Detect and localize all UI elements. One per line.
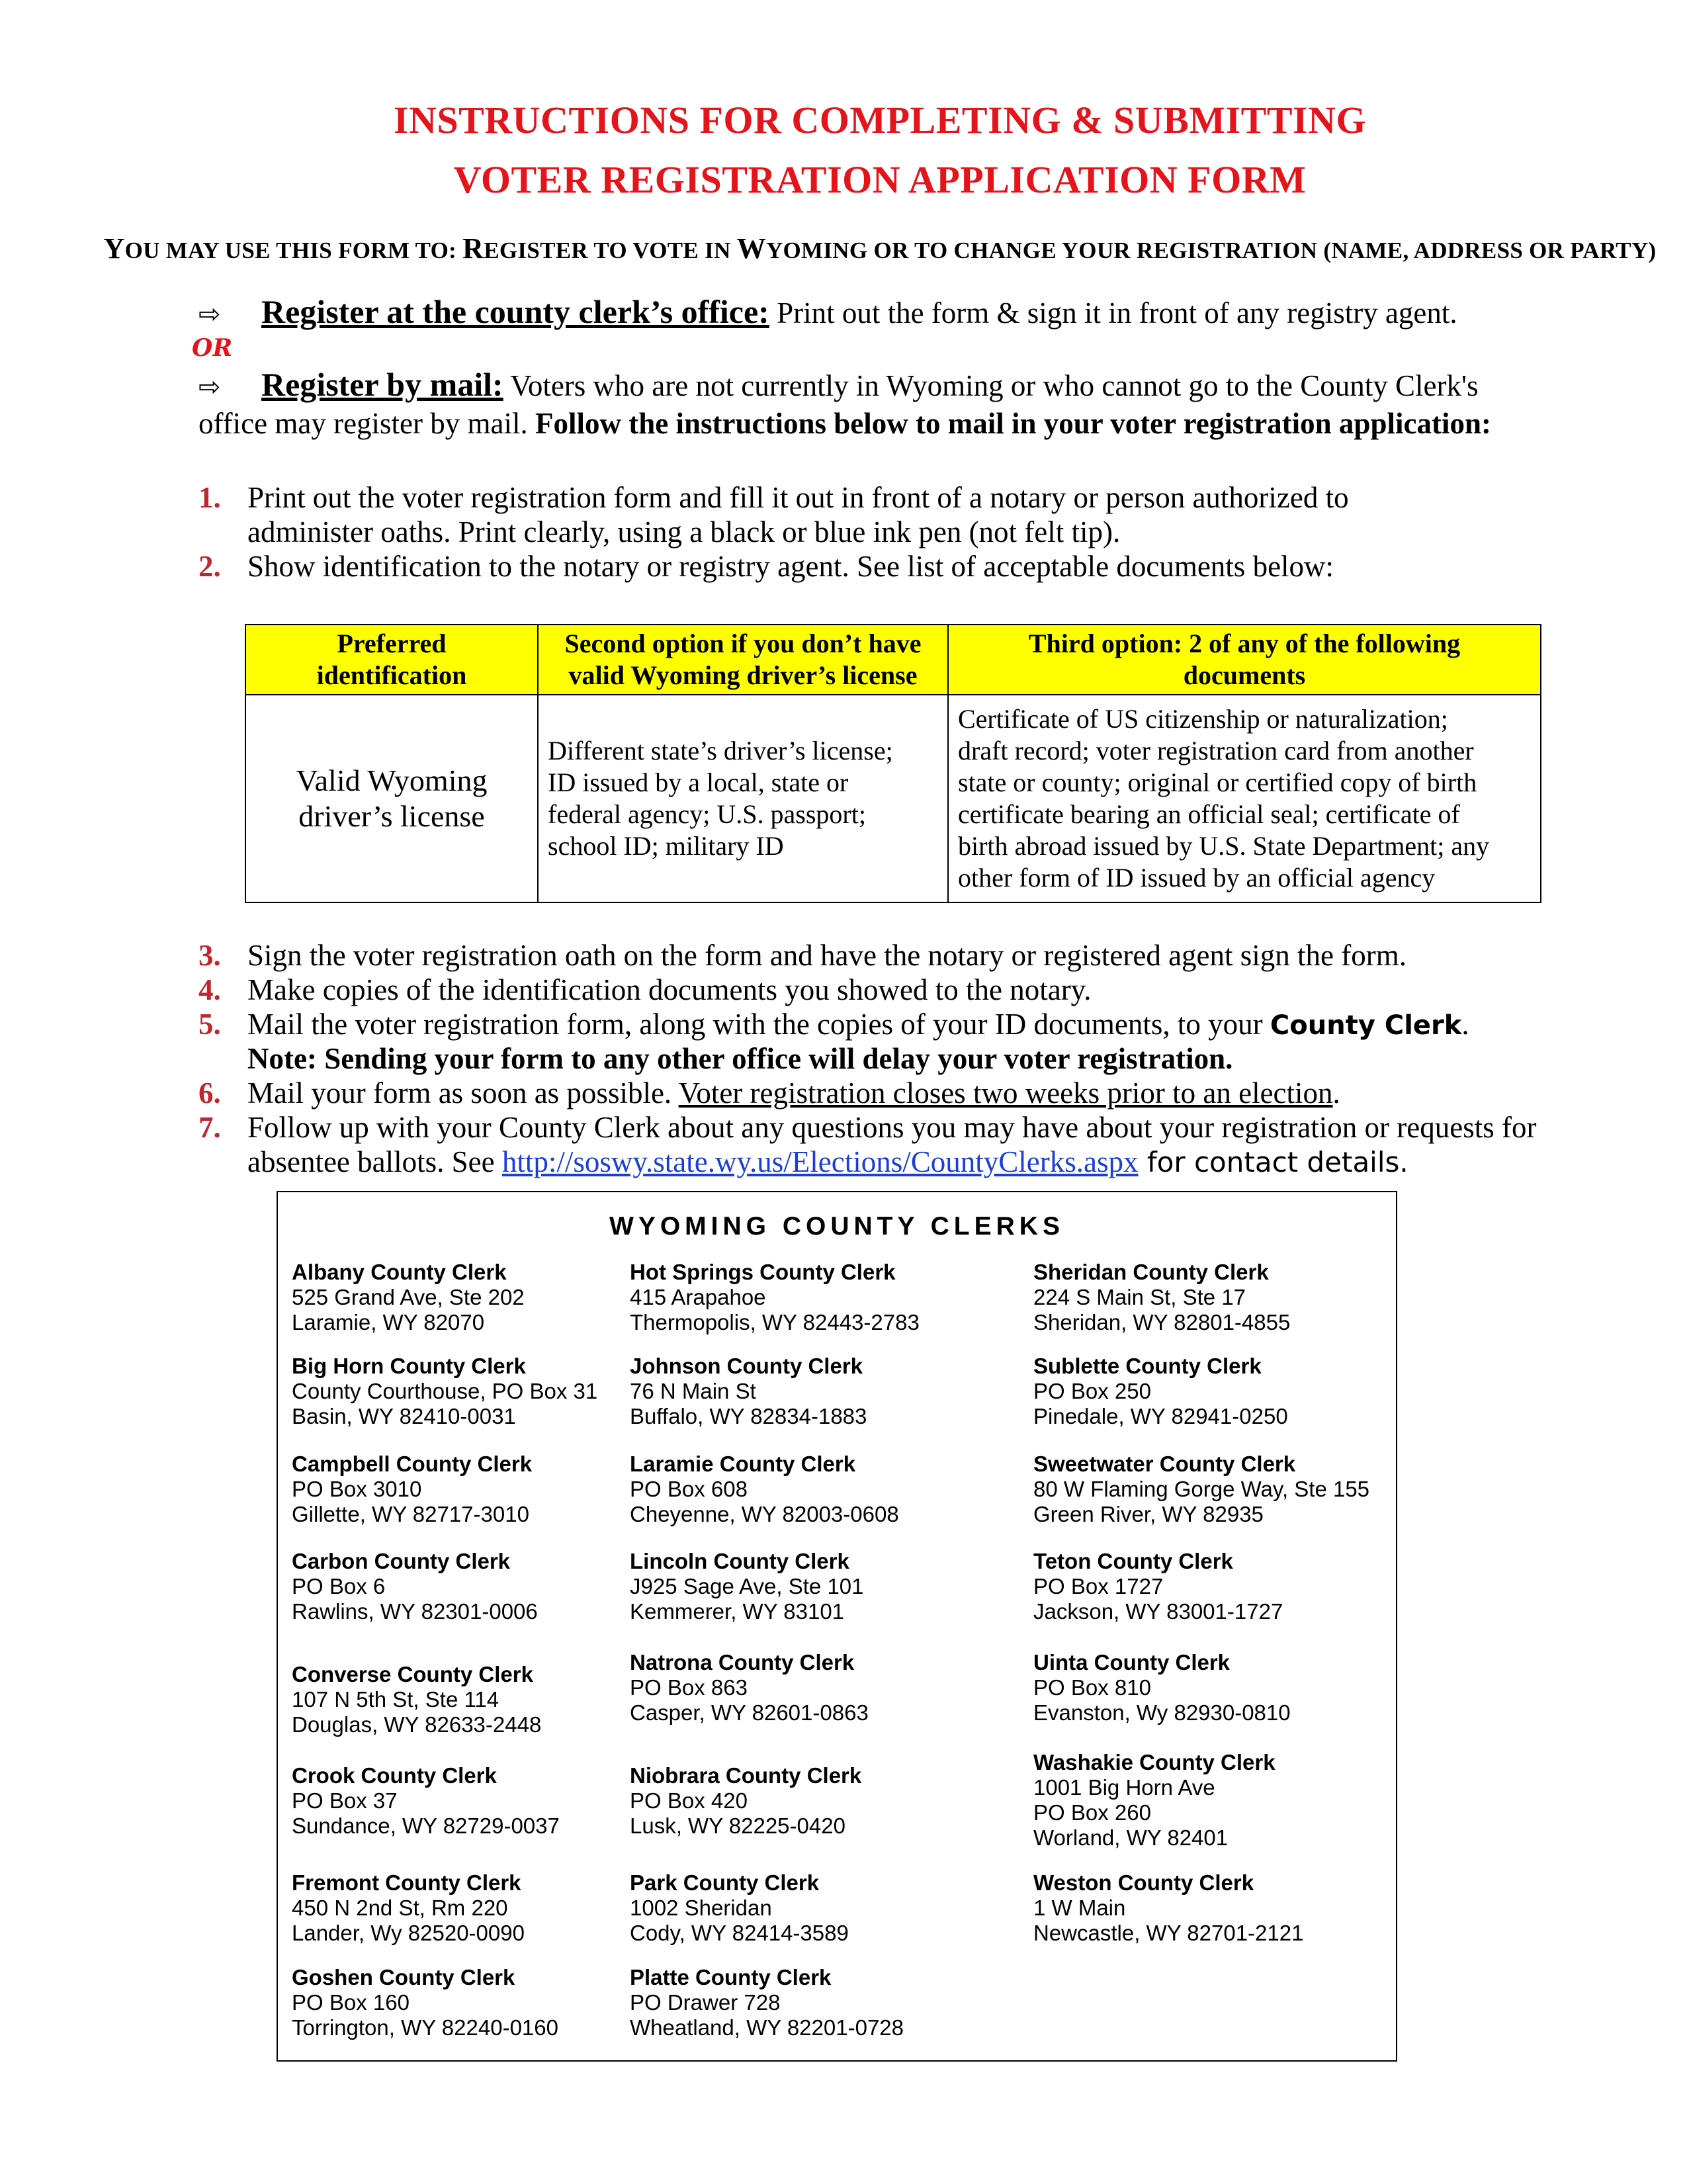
arrow-right-icon: ⇨ — [198, 299, 221, 329]
clerk-entry-platte: Platte County Clerk PO Drawer 728 Wheatland, WY 82201-0728 — [630, 1965, 904, 2040]
header-third-option: Third option: 2 of any of the following documents — [948, 625, 1541, 695]
option-mail-continued: office may register by mail. Follow the instructions below to mail in your voter registration application: — [198, 407, 1491, 440]
clerk-entry-goshen: Goshen County Clerk PO Box 160 Torrington, WY 82240-0160 — [292, 1965, 558, 2040]
or-label: OR — [192, 334, 233, 362]
deadline-notice: Voter registration closes two weeks prior to an election — [678, 1076, 1333, 1110]
step-4: 4. Make copies of the identification documents you showed to the notary. — [198, 973, 1092, 1006]
step-5: 5. Mail the voter registration form, along with the copies of your ID documents, to your County Clerk. — [198, 1008, 1469, 1041]
step-1-continued: administer oaths. Print clearly, using a black or blue ink pen (not felt tip). — [247, 515, 1121, 548]
county-clerk-emphasis: County Clerk — [1270, 1010, 1462, 1041]
clerk-entry-fremont: Fremont County Clerk 450 N 2nd St, Rm 220 Lander, Wy 82520-0090 — [292, 1870, 525, 1945]
table-row — [245, 695, 1541, 902]
clerk-entry-hot-springs: Hot Springs County Clerk 415 Arapahoe Thermopolis, WY 82443-2783 — [630, 1260, 920, 1334]
option-county-office: ⇨ Register at the county clerk’s office: Print out the form & sign it in front of any registry agent. — [198, 293, 1457, 330]
clerk-entry-sublette: Sublette County Clerk PO Box 250 Pinedale, WY 82941-0250 — [1033, 1354, 1288, 1428]
table-header-row — [245, 625, 1541, 695]
step-5-note: Note: Sending your form to any other office will delay your voter registration. — [247, 1042, 1233, 1075]
mail-lead: Register by mail: — [261, 366, 503, 403]
mail-instructions-heading: Follow the instructions below to mail in your voter registration application: — [535, 407, 1491, 440]
step-1: 1. Print out the voter registration form and fill it out in front of a notary or person authorized to — [198, 481, 1349, 514]
clerk-entry-natrona: Natrona County Clerk PO Box 863 Casper, WY 82601-0863 — [630, 1650, 869, 1725]
clerk-entry-campbell: Campbell County Clerk PO Box 3010 Gillette, WY 82717-3010 — [292, 1452, 533, 1526]
cell-preferred: Valid Wyoming driver’s license — [245, 695, 538, 902]
clerk-entry-lincoln: Lincoln County Clerk J925 Sage Ave, Ste 101 Kemmerer, WY 83101 — [630, 1549, 864, 1624]
clerk-entry-albany: Albany County Clerk 525 Grand Ave, Ste 202 Laramie, WY 82070 — [292, 1260, 525, 1334]
clerk-entry-crook: Crook County Clerk PO Box 37 Sundance, WY 82729-0037 — [292, 1763, 560, 1838]
clerk-entry-park: Park County Clerk 1002 Sheridan Cody, WY 82414-3589 — [630, 1870, 849, 1945]
clerk-entry-sweetwater: Sweetwater County Clerk 80 W Flaming Gorge Way, Ste 155 Green River, WY 82935 — [1033, 1452, 1370, 1526]
header-second-option: Second option if you don’t have valid Wyoming driver’s license — [538, 625, 948, 695]
header-preferred: Preferred identification — [245, 625, 538, 695]
clerk-entry-uinta: Uinta County Clerk PO Box 810 Evanston, Wy 82930-0810 — [1033, 1650, 1291, 1725]
cell-second-option: Different state’s driver’s license; ID issued by a local, state or federal agency; U.S. passport; school ID; military ID — [538, 695, 948, 902]
title-line-2: VOTER REGISTRATION APPLICATION FORM — [453, 158, 1307, 201]
clerk-entry-weston: Weston County Clerk 1 W Main Newcastle, WY 82701-2121 — [1033, 1870, 1304, 1945]
form-purpose-subtitle: YOU MAY USE THIS FORM TO: REGISTER TO VOTE IN WYOMING OR TO CHANGE YOUR REGISTRATION (NAME, ADDRESS OR PARTY) — [103, 232, 1657, 265]
step-7: 7. Follow up with your County Clerk about any questions you may have about your registration or requests for — [198, 1111, 1537, 1144]
clerk-entry-big-horn: Big Horn County Clerk County Courthouse, PO Box 31 Basin, WY 82410-0031 — [292, 1354, 598, 1428]
step-3: 3. Sign the voter registration oath on the form and have the notary or registered agent sign the form. — [198, 939, 1406, 972]
clerk-entry-laramie: Laramie County Clerk PO Box 608 Cheyenne, WY 82003-0608 — [630, 1452, 899, 1526]
clerk-entry-carbon: Carbon County Clerk PO Box 6 Rawlins, WY 82301-0006 — [292, 1549, 538, 1624]
clerk-entry-johnson: Johnson County Clerk 76 N Main St Buffalo, WY 82834-1883 — [630, 1354, 867, 1428]
county-clerks-heading: WYOMING COUNTY CLERKS — [609, 1212, 1064, 1241]
clerk-entry-converse: Converse County Clerk 107 N 5th St, Ste 114 Douglas, WY 82633-2448 — [292, 1662, 542, 1737]
clerk-entry-niobrara: Niobrara County Clerk PO Box 420 Lusk, WY 82225-0420 — [630, 1763, 862, 1838]
clerk-entry-teton: Teton County Clerk PO Box 1727 Jackson, WY 83001-1727 — [1033, 1549, 1283, 1624]
step-7-continued: absentee ballots. See http://soswy.state.wy.us/Elections/CountyClerks.aspx for contact details. — [247, 1145, 1408, 1178]
title-line-1: INSTRUCTIONS FOR COMPLETING & SUBMITTING — [393, 99, 1367, 142]
option-mail: ⇨ Register by mail: Voters who are not currently in Wyoming or who cannot go to the County Clerk's — [198, 366, 1479, 403]
arrow-right-icon: ⇨ — [198, 372, 221, 402]
step-6: 6. Mail your form as soon as possible. Voter registration closes two weeks prior to an election. — [198, 1076, 1340, 1110]
clerk-entry-washakie: Washakie County Clerk 1001 Big Horn Ave PO Box 260 Worland, WY 82401 — [1033, 1750, 1276, 1850]
county-clerks-link[interactable]: http://soswy.state.wy.us/Elections/CountyClerks.aspx — [501, 1145, 1139, 1178]
step-2: 2. Show identification to the notary or registry agent. See list of acceptable documents below: — [198, 550, 1334, 583]
id-requirements-table — [245, 624, 1541, 903]
cell-third-option: Certificate of US citizenship or naturalization; draft record; voter registration card from another state or county; original or certified copy of birth certificate bearing an official seal; certificate of birth abroad issued by U.S. State Department; any other form of ID issued by an official agency — [948, 695, 1541, 902]
clerk-entry-sheridan: Sheridan County Clerk 224 S Main St, Ste 17 Sheridan, WY 82801-4855 — [1033, 1260, 1291, 1334]
county-office-lead: Register at the county clerk’s office: — [261, 293, 769, 330]
